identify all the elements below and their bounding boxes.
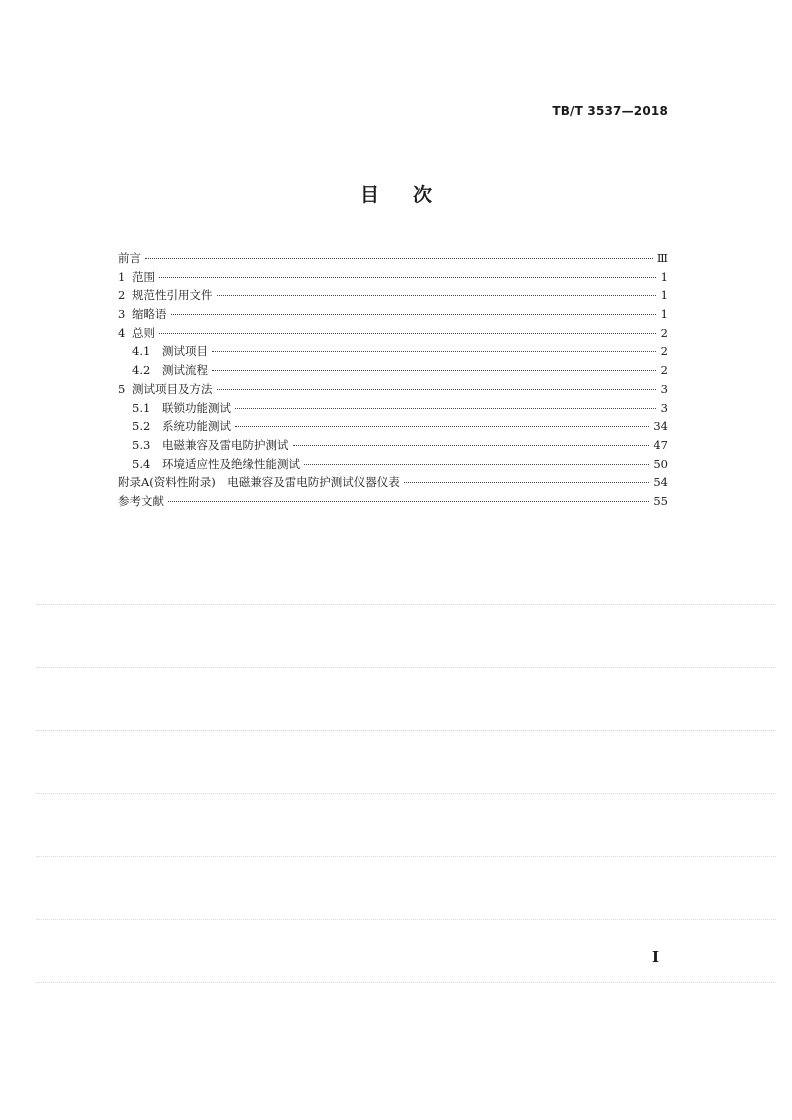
toc-entry-page: 3 [660, 400, 668, 415]
toc-entry-page: 2 [660, 363, 668, 378]
toc-title-part1: 目 [359, 184, 379, 206]
toc-entry-page: 2 [660, 325, 668, 340]
toc-entry-label: 总则 [132, 325, 155, 340]
toc-entry-page: 54 [653, 475, 668, 490]
toc-title-part2: 次 [413, 184, 433, 206]
toc-leader-dots [159, 277, 656, 278]
toc-entry-number: 3 [118, 307, 126, 322]
toc-entry-label: 缩略语 [132, 307, 167, 322]
toc-entry[interactable] [118, 437, 668, 456]
toc-entry-number: 4.2 [132, 363, 151, 378]
toc-entry-page: 47 [653, 437, 668, 452]
toc-entry[interactable] [118, 418, 668, 437]
toc-entry-label: 前言 [118, 251, 141, 265]
toc-entry-number: 5 [118, 381, 126, 396]
toc-leader-dots [293, 445, 650, 446]
toc-leader-dots [212, 351, 656, 352]
toc-entry[interactable] [118, 250, 668, 269]
toc-leader-dots [235, 426, 649, 427]
standard-code: TB/T 3537—2018 [552, 104, 668, 118]
toc-leader-dots [217, 295, 657, 296]
toc-entry-label: 参考文献 [118, 493, 164, 508]
toc-entry-page: 50 [653, 456, 668, 471]
toc-leader-dots [217, 389, 657, 390]
toc-entry-label: 电磁兼容及雷电防护测试 [162, 437, 289, 452]
toc-entry-page: 1 [660, 307, 668, 322]
scan-artifact-line [36, 982, 776, 983]
scan-artifact-line [36, 730, 776, 731]
toc-entry-label: 环境适应性及绝缘性能测试 [162, 456, 300, 471]
toc-entry-label: 测试流程 [162, 363, 208, 378]
scan-artifact-line [36, 604, 776, 605]
toc-entry-label: 测试项目及方法 [132, 381, 213, 396]
toc-entry-label: 规范性引用文件 [132, 288, 213, 303]
toc-leader-dots [235, 408, 656, 409]
toc-entry[interactable] [118, 474, 668, 493]
toc-entry-page: Ⅲ [656, 251, 668, 265]
toc-entry-label: 系统功能测试 [162, 419, 231, 434]
page-number: I [652, 948, 660, 966]
toc-leader-dots [145, 258, 653, 259]
toc-entry-label: 附录A(资料性附录) 电磁兼容及雷电防护测试仪器仪表 [118, 475, 400, 490]
toc-entry[interactable] [118, 269, 668, 288]
scan-artifact-line [36, 793, 776, 794]
toc-entry[interactable] [118, 456, 668, 475]
toc-leader-dots [404, 482, 650, 483]
toc-entry-page: 2 [660, 344, 668, 359]
table-of-contents [118, 250, 668, 512]
toc-entry[interactable] [118, 287, 668, 306]
toc-entry[interactable] [118, 306, 668, 325]
toc-entry[interactable] [118, 325, 668, 344]
toc-entry-number: 5.1 [132, 400, 151, 415]
toc-entry-page: 55 [653, 493, 668, 508]
toc-entry-page: 1 [660, 288, 668, 303]
toc-entry[interactable] [118, 362, 668, 381]
scan-artifact-line [36, 667, 776, 668]
toc-entry-label: 测试项目 [162, 344, 208, 359]
toc-leader-dots [168, 501, 649, 502]
toc-entry-page: 3 [660, 381, 668, 396]
toc-leader-dots [171, 314, 657, 315]
toc-entry-number: 4.1 [132, 344, 151, 359]
toc-entry-number: 5.2 [132, 419, 151, 434]
scan-artifact-line [36, 856, 776, 857]
toc-entry-number: 5.4 [132, 456, 151, 471]
scan-artifact-line [36, 919, 776, 920]
toc-entry-number: 2 [118, 288, 126, 303]
toc-leader-dots [304, 464, 649, 465]
toc-entry[interactable] [118, 381, 668, 400]
toc-entry-number: 1 [118, 269, 126, 284]
toc-entry-label: 范围 [132, 269, 155, 284]
toc-entry-page: 1 [660, 269, 668, 284]
toc-entry-label: 联锁功能测试 [162, 400, 231, 415]
toc-entry-number: 5.3 [132, 437, 151, 452]
toc-leader-dots [212, 370, 656, 371]
toc-leader-dots [159, 333, 656, 334]
toc-entry-page: 34 [653, 419, 668, 434]
toc-entry[interactable] [118, 343, 668, 362]
toc-entry[interactable] [118, 493, 668, 512]
toc-title [0, 180, 792, 207]
toc-entry-number: 4 [118, 325, 126, 340]
toc-entry[interactable] [118, 400, 668, 419]
